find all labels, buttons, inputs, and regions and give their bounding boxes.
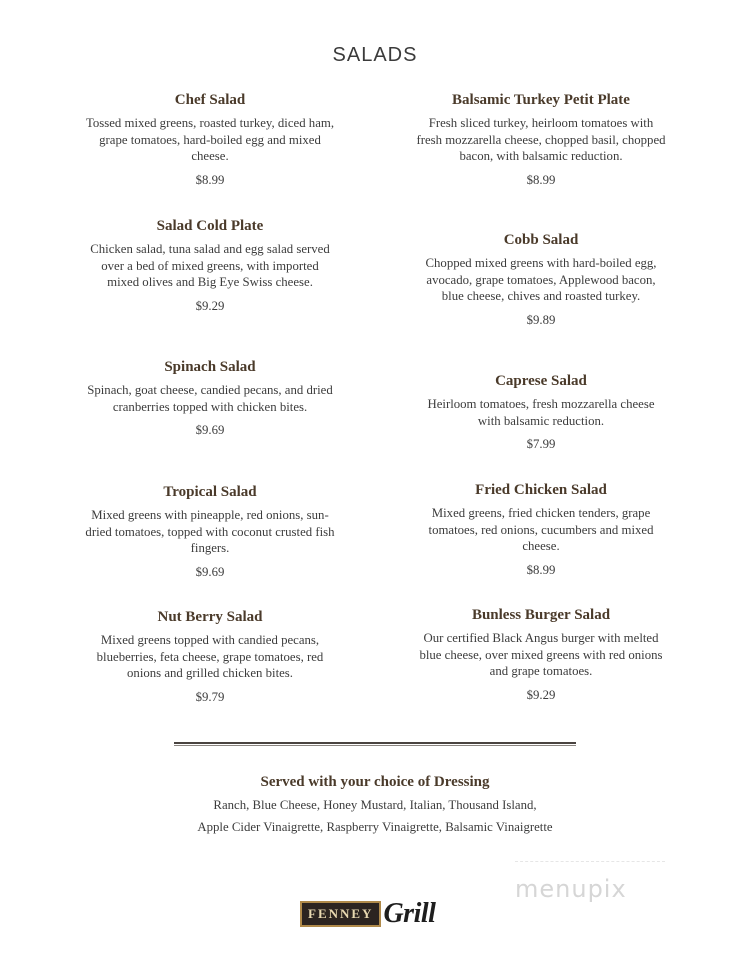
- menu-item-description: Mixed greens, fried chicken tenders, grape tomatoes, red onions, cucumbers and mixed cheese.: [428, 506, 654, 553]
- right-menu-column: [416, 92, 666, 703]
- menu-item-price: $7.99: [526, 437, 556, 451]
- menu-item-price: $8.99: [526, 172, 556, 187]
- menu-item: [85, 92, 335, 218]
- menu-item-price: $9.69: [195, 564, 225, 579]
- menu-item-name: Bunless Burger Salad: [471, 607, 611, 623]
- menu-item: [416, 482, 666, 607]
- menu-item: [416, 92, 666, 232]
- menu-item-name: Balsamic Turkey Petit Plate: [452, 92, 630, 108]
- menu-item-name: Tropical Salad: [163, 484, 257, 500]
- menu-item-price: $8.99: [526, 562, 556, 577]
- dressing-title: Served with your choice of Dressing: [260, 774, 490, 790]
- menu-item-name: Chef Salad: [174, 92, 246, 108]
- left-menu-column: [85, 92, 335, 705]
- menu-item: [85, 484, 335, 609]
- menu-item: [85, 609, 335, 705]
- menu-item-name: Spinach Salad: [164, 359, 256, 375]
- menu-item-description: Chicken salad, tuna salad and egg salad served over a bed of mixed greens, with imported mixed olives and Big Eye Swiss cheese.: [90, 242, 330, 289]
- menu-item: [416, 373, 666, 482]
- menu-item: [416, 232, 666, 373]
- menu-item-price: $9.29: [526, 687, 556, 702]
- dressing-options-line-2: Apple Cider Vinaigrette, Raspberry Vinaigrette, Balsamic Vinaigrette: [197, 820, 553, 834]
- menu-item-description: Tossed mixed greens, roasted turkey, diced ham, grape tomatoes, hard-boiled egg and mixed cheese.: [85, 116, 335, 163]
- menu-item-description: Mixed greens with pineapple, red onions, sun-dried tomatoes, topped with coconut crusted fish fingers.: [85, 508, 335, 555]
- watermark-rule: [515, 861, 665, 862]
- menu-item-name: Caprese Salad: [495, 373, 587, 389]
- section-divider: [174, 742, 576, 746]
- menu-item-price: $8.99: [195, 172, 225, 187]
- menu-item: [85, 218, 335, 359]
- restaurant-logo: [300, 896, 435, 932]
- dressing-options-line-1: Ranch, Blue Cheese, Honey Mustard, Italian, Thousand Island,: [213, 798, 537, 812]
- logo-wordmark-script: Grill: [383, 898, 436, 929]
- logo-wordmark-boxed: FENNEY: [300, 901, 381, 927]
- menu-item-price: $9.69: [195, 423, 225, 437]
- menu-item-description: Mixed greens topped with candied pecans, blueberries, feta cheese, grape tomatoes, red onions and grilled chicken bites.: [96, 633, 324, 680]
- menu-item-description: Fresh sliced turkey, heirloom tomatoes with fresh mozzarella cheese, chopped basil, chopped bacon, with balsamic reduction.: [416, 116, 666, 163]
- menu-item-name: Salad Cold Plate: [156, 218, 264, 234]
- watermark-logo: menupix: [515, 875, 627, 903]
- menu-item-price: $9.89: [526, 312, 556, 327]
- menu-item-description: Our certified Black Angus burger with melted blue cheese, over mixed greens with red onions and grape tomatoes.: [419, 631, 663, 678]
- menu-item-name: Cobb Salad: [503, 232, 579, 248]
- menu-item-name: Nut Berry Salad: [157, 609, 263, 625]
- menu-item: [416, 607, 666, 703]
- menu-item-description: Chopped mixed greens with hard-boiled egg, avocado, grape tomatoes, Applewood bacon, blue cheese, chives and roasted turkey.: [425, 256, 657, 303]
- page-title: SALADS: [332, 44, 418, 66]
- menu-item-price: $9.79: [195, 689, 225, 704]
- menu-item-description: Heirloom tomatoes, fresh mozzarella cheese with balsamic reduction.: [427, 397, 655, 428]
- menu-item-name: Fried Chicken Salad: [475, 482, 607, 498]
- menu-item-description: Spinach, goat cheese, candied pecans, and dried cranberries topped with chicken bites.: [87, 383, 333, 414]
- menu-item-price: $9.29: [195, 298, 225, 313]
- menu-item: [85, 359, 335, 484]
